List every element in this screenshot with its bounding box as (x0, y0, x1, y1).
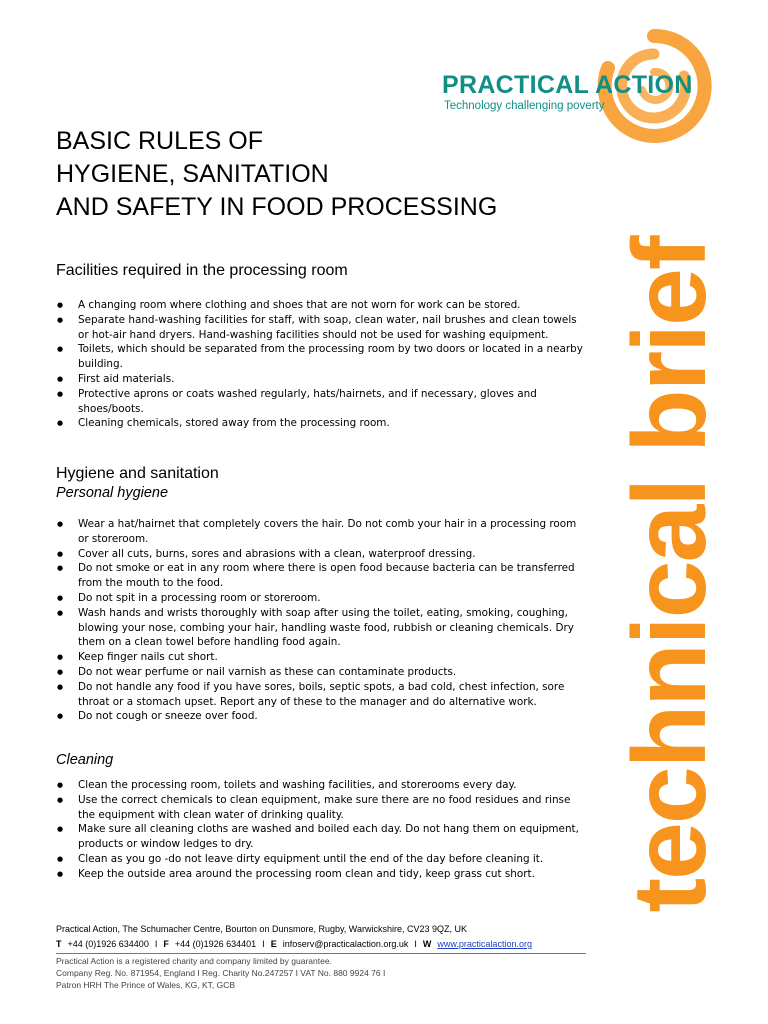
technical-brief-label: technical brief (612, 237, 728, 913)
hygiene-list (56, 517, 586, 724)
list-item: ● Do not smoke or eat in any room where there is open food because bacteria can be transferred from the mouth to the food. (56, 561, 586, 591)
list-item: ● Toilets, which should be separated from the processing room by two doors or located in a nearby building. (56, 342, 586, 372)
tel-number: +44 (0)1926 634400 (67, 939, 149, 949)
separator: I (262, 939, 265, 949)
fax-number: +44 (0)1926 634401 (174, 939, 257, 949)
list-item: ● Cover all cuts, burns, sores and abrasions with a clean, waterproof dressing. (56, 547, 586, 562)
web-label: W (422, 939, 432, 949)
footer-divider (56, 953, 586, 954)
list-item: ● Keep finger nails cut short. (56, 650, 586, 665)
section-heading-hygiene: Hygiene and sanitation (56, 465, 219, 482)
list-item: ● Make sure all cleaning cloths are washed and boiled each day. Do not hang them on equipment, products or window ledges to dry. (56, 822, 586, 852)
list-item: ● Do not cough or sneeze over food. (56, 709, 586, 724)
list-item: ● Do not handle any food if you have sores, boils, septic spots, a bad cold, chest infection, sore throat or a stomach upset. Report any of these to the manager and do alternative work. (56, 680, 586, 710)
list-item: ● Do not wear perfume or nail varnish as these can contaminate products. (56, 665, 586, 680)
separator: I (414, 939, 417, 949)
email-label: E (270, 939, 277, 949)
list-item: ● Clean as you go -do not leave dirty equipment until the end of the day before cleaning it. (56, 852, 586, 867)
section-heading-facilities: Facilities required in the processing room (56, 262, 348, 279)
subheading-personal-hygiene: Personal hygiene (56, 485, 169, 501)
title-line: BASIC RULES OF (56, 127, 263, 155)
list-item: ● Cleaning chemicals, stored away from the processing room. (56, 416, 586, 431)
list-item: ● Do not spit in a processing room or storeroom. (56, 591, 586, 606)
fax-label: F (163, 939, 169, 949)
list-item: ● Separate hand-washing facilities for staff, with soap, clean water, nail brushes and clean towels or hot-air hand dryers. Hand-washing facilities should not be used for washing equipment. (56, 313, 586, 343)
list-item: ● Wash hands and wrists thoroughly with soap after using the toilet, eating, smoking, coughing, blowing your nose, combing your hair, handling waste food, rubbish or cleaning chemicals. Dry them on a clean towel before handling food again. (56, 606, 586, 650)
tel-label: T (56, 939, 62, 949)
facilities-list (56, 298, 586, 431)
list-item: ● A changing room where clothing and shoes that are not worn for work can be stored. (56, 298, 586, 313)
subheading-cleaning: Cleaning (56, 752, 114, 768)
list-item: ● Clean the processing room, toilets and washing facilities, and storerooms every day. (56, 778, 586, 793)
charity-notice: Practical Action is a registered charity and company limited by guarantee. (56, 956, 332, 966)
registration-info: Company Reg. No. 871954, England I Reg. Charity No.247257 I VAT No. 880 9924 76 I (56, 968, 386, 978)
footer-contacts (56, 939, 532, 949)
separator: I (154, 939, 158, 949)
page-title (56, 125, 497, 224)
footer-address: Practical Action, The Schumacher Centre, Bourton on Dunsmore, Rugby, Warwickshire, CV23 9QZ, UK (56, 924, 468, 934)
list-item: ● Wear a hat/hairnet that completely covers the hair. Do not comb your hair in a processing room or storeroom. (56, 517, 586, 547)
list-item: ● Use the correct chemicals to clean equipment, make sure there are no food residues and rinse the equipment with clean water of drinking quality. (56, 793, 586, 823)
patron-info: Patron HRH The Prince of Wales, KG, KT, GCB (56, 980, 236, 990)
title-line: AND SAFETY IN FOOD PROCESSING (56, 193, 498, 221)
cleaning-list (56, 778, 586, 882)
title-line: HYGIENE, SANITATION (56, 160, 329, 188)
email-address[interactable]: infoserv@practicalaction.org.uk (282, 939, 409, 949)
list-item: ● Keep the outside area around the processing room clean and tidy, keep grass cut short. (56, 867, 586, 882)
website-link[interactable]: www.practicalaction.org (437, 939, 532, 949)
list-item: ● First aid materials. (56, 372, 586, 387)
brand-name: PRACTICAL ACTION (442, 71, 693, 99)
brand-tagline: Technology challenging poverty (444, 100, 605, 112)
list-item: ● Protective aprons or coats washed regularly, hats/hairnets, and if necessary, gloves and shoes/boots. (56, 387, 586, 417)
